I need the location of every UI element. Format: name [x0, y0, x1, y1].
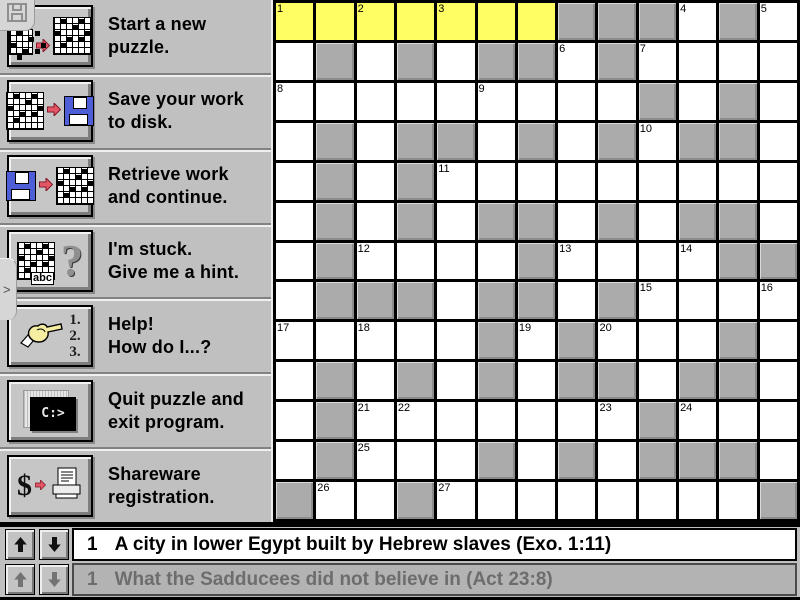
- grid-cell[interactable]: [478, 402, 515, 439]
- retrieve-button[interactable]: [7, 155, 93, 217]
- grid-cell[interactable]: [357, 243, 394, 280]
- grid-cell[interactable]: [437, 243, 474, 280]
- block-cell: [478, 442, 515, 479]
- block-cell: [639, 402, 676, 439]
- cell-number: 2: [357, 3, 364, 15]
- red-arrow-icon: [47, 103, 61, 119]
- across-clue-number: 1: [87, 533, 98, 555]
- block-cell: [397, 203, 434, 240]
- cell-number: 7: [639, 42, 646, 55]
- block-cell: [598, 282, 635, 319]
- across-clue-row: [0, 528, 800, 561]
- grid-cell[interactable]: [316, 322, 353, 359]
- block-cell: [518, 282, 555, 319]
- item-label-line2: puzzle.: [108, 37, 170, 58]
- block-cell: [679, 442, 716, 479]
- grid-cell[interactable]: [719, 402, 756, 439]
- block-cell: [598, 123, 635, 160]
- block-cell: [679, 203, 716, 240]
- block-cell: [639, 83, 676, 120]
- across-clue-field: [72, 528, 797, 561]
- grid-cell[interactable]: [598, 83, 635, 120]
- grid-cell[interactable]: [719, 282, 756, 319]
- block-cell: [679, 123, 716, 160]
- abc-label: abc: [33, 272, 52, 284]
- help-button[interactable]: [7, 305, 93, 367]
- cell-number: 16: [760, 282, 773, 295]
- floppy-disk-icon: [64, 96, 94, 126]
- cell-number: 23: [599, 402, 612, 415]
- hint-icon: [17, 236, 83, 285]
- block-cell: [316, 203, 353, 240]
- down-next-button[interactable]: [39, 564, 69, 595]
- sidebar: [0, 0, 273, 522]
- grid-cell[interactable]: [357, 123, 394, 160]
- grid-cell[interactable]: [558, 243, 595, 280]
- grid-cell[interactable]: [397, 322, 434, 359]
- item-label-line1: Help!: [108, 313, 154, 334]
- cell-number: 6: [559, 42, 566, 55]
- grid-cell[interactable]: [437, 3, 474, 40]
- grid-cell[interactable]: [276, 282, 313, 319]
- grid-cell[interactable]: [760, 43, 797, 80]
- red-arrow-icon: [39, 178, 53, 194]
- cell-number: 3: [438, 3, 445, 15]
- grid-cell[interactable]: [558, 123, 595, 160]
- grid-cell[interactable]: [679, 282, 716, 319]
- grid-cell[interactable]: [598, 402, 635, 439]
- down-clue-field: [72, 563, 797, 596]
- grid-cell[interactable]: [316, 83, 353, 120]
- grid-cell[interactable]: [598, 482, 635, 519]
- grid-cell[interactable]: [760, 282, 797, 319]
- dos-prompt-icon: [21, 388, 79, 434]
- block-cell: [558, 442, 595, 479]
- cell-number: 4: [680, 3, 687, 15]
- cell-number: 27: [438, 482, 451, 495]
- sidebar-item-hint: [0, 223, 271, 298]
- grid-cell[interactable]: [598, 163, 635, 200]
- grid-cell[interactable]: [276, 362, 313, 399]
- sidebar-item-save: [0, 73, 271, 148]
- grid-cell[interactable]: [598, 442, 635, 479]
- block-cell: [397, 123, 434, 160]
- grid-cell[interactable]: [276, 243, 313, 280]
- block-cell: [276, 482, 313, 519]
- grid-cell[interactable]: [518, 3, 555, 40]
- grid-cell[interactable]: [598, 243, 635, 280]
- across-clue-text: A city in lower Egypt built by Hebrew slaves (Exo. 1:11): [114, 533, 612, 555]
- cell-number: 1: [277, 3, 284, 15]
- grid-cell[interactable]: [679, 402, 716, 439]
- printer-icon: [49, 467, 83, 504]
- block-cell: [397, 362, 434, 399]
- grid-cell[interactable]: [437, 362, 474, 399]
- block-cell: [679, 362, 716, 399]
- red-arrow-icon: [36, 39, 50, 55]
- cell-number: 12: [357, 242, 370, 255]
- grid-cell[interactable]: [437, 442, 474, 479]
- grid-cell[interactable]: [760, 442, 797, 479]
- grid-cell[interactable]: [639, 243, 676, 280]
- block-cell: [719, 83, 756, 120]
- grid-cell[interactable]: [316, 3, 353, 40]
- down-prev-button[interactable]: [5, 564, 35, 595]
- grid-cell[interactable]: [639, 123, 676, 160]
- block-cell: [558, 362, 595, 399]
- floppy-disk-icon: [6, 171, 36, 201]
- grid-cell[interactable]: [276, 442, 313, 479]
- cell-number: 17: [277, 322, 290, 335]
- block-cell: [478, 282, 515, 319]
- crossword-grid: [273, 0, 800, 522]
- item-label-line1: Save your work: [108, 89, 244, 110]
- grid-cell[interactable]: [639, 43, 676, 80]
- grid-cell[interactable]: [760, 203, 797, 240]
- block-cell: [719, 203, 756, 240]
- grid-cell[interactable]: [276, 43, 313, 80]
- grid-cell[interactable]: [478, 3, 515, 40]
- up-arrow-icon: [14, 537, 27, 552]
- grid-cell[interactable]: [558, 402, 595, 439]
- grid-cell[interactable]: [518, 322, 555, 359]
- cell-number: 9: [478, 82, 485, 95]
- block-cell: [316, 402, 353, 439]
- grid-cell[interactable]: [276, 402, 313, 439]
- block-cell: [639, 442, 676, 479]
- item-label-line2: How do I...?: [108, 336, 212, 357]
- block-cell: [558, 322, 595, 359]
- question-mark-icon: ?: [61, 236, 83, 285]
- block-cell: [437, 123, 474, 160]
- grid-cell[interactable]: [719, 482, 756, 519]
- block-cell: [478, 322, 515, 359]
- cell-number: 11: [438, 162, 450, 175]
- item-label-line1: Quit puzzle and: [108, 388, 244, 409]
- help-icon: [19, 312, 80, 360]
- cell-number: 15: [639, 282, 653, 295]
- cell-number: 14: [680, 242, 693, 255]
- cell-number: 18: [357, 322, 370, 335]
- block-cell: [316, 442, 353, 479]
- grid-cell[interactable]: [437, 282, 474, 319]
- hint-button[interactable]: [7, 230, 93, 292]
- grid-cell[interactable]: [679, 163, 716, 200]
- across-next-button[interactable]: [39, 529, 69, 560]
- grid-cell[interactable]: [760, 3, 797, 40]
- block-cell: [316, 123, 353, 160]
- sidebar-item-help: [0, 297, 271, 372]
- grid-cell[interactable]: [437, 402, 474, 439]
- item-label-line2: Give me a hint.: [108, 262, 240, 282]
- grid-cell[interactable]: [558, 43, 595, 80]
- block-cell: [639, 3, 676, 40]
- cell-number: 10: [639, 122, 653, 135]
- block-cell: [518, 203, 555, 240]
- grid-cell[interactable]: [679, 3, 716, 40]
- block-cell: [719, 123, 756, 160]
- item-label-line1: Shareware: [108, 463, 201, 484]
- block-cell: [719, 243, 756, 280]
- dollar-sign-icon: $: [17, 468, 32, 502]
- grid-cell[interactable]: [357, 3, 394, 40]
- side-panel-tab[interactable]: [0, 258, 17, 320]
- item-label-line1: Start a new: [108, 14, 207, 35]
- grid-cell[interactable]: [760, 163, 797, 200]
- grid-cell[interactable]: [437, 203, 474, 240]
- down-arrow-icon: [48, 572, 61, 587]
- item-label-line1: Retrieve work: [108, 164, 229, 185]
- clue-panel: [0, 522, 800, 600]
- grid-cell[interactable]: [478, 123, 515, 160]
- block-cell: [478, 203, 515, 240]
- grid-cell[interactable]: [276, 3, 313, 40]
- grid-cell[interactable]: [639, 163, 676, 200]
- grid-cell[interactable]: [639, 203, 676, 240]
- retrieve-icon: [6, 167, 94, 205]
- grid-cell[interactable]: [357, 203, 394, 240]
- sidebar-item-shareware: [0, 447, 271, 522]
- block-cell: [598, 3, 635, 40]
- grid-cell[interactable]: [478, 243, 515, 280]
- grid-cell[interactable]: [518, 482, 555, 519]
- grid-cell[interactable]: [437, 322, 474, 359]
- grid-cell[interactable]: [397, 442, 434, 479]
- block-cell: [719, 442, 756, 479]
- grid-cell[interactable]: [357, 402, 394, 439]
- grid-cell[interactable]: [558, 203, 595, 240]
- floppy-outline-icon: [7, 3, 27, 27]
- block-cell: [316, 282, 353, 319]
- item-label-line2: and continue.: [108, 187, 228, 208]
- cell-number: 26: [317, 482, 330, 495]
- grid-cell[interactable]: [478, 83, 515, 120]
- grid-cell[interactable]: [478, 482, 515, 519]
- grid-cell[interactable]: [558, 163, 595, 200]
- grid-cell[interactable]: [679, 83, 716, 120]
- grid-cell[interactable]: [276, 203, 313, 240]
- block-cell: [518, 123, 555, 160]
- save-icon: [6, 92, 94, 130]
- grid-cell[interactable]: [357, 362, 394, 399]
- down-clue-number: 1: [87, 568, 98, 590]
- grid-cell[interactable]: [679, 322, 716, 359]
- cell-number: 21: [357, 402, 370, 415]
- grid-cell[interactable]: [316, 482, 353, 519]
- cell-number: 25: [357, 442, 370, 455]
- block-cell: [760, 482, 797, 519]
- numbered-list-icon: 1. 2. 3.: [69, 311, 81, 360]
- grid-cell[interactable]: [518, 83, 555, 120]
- pointing-hand-icon: [19, 318, 63, 353]
- grid-cell[interactable]: [437, 83, 474, 120]
- grid-cell[interactable]: [558, 83, 595, 120]
- grid-cell[interactable]: [437, 163, 474, 200]
- grid-cell[interactable]: [276, 163, 313, 200]
- grid-cell[interactable]: [397, 243, 434, 280]
- dos-prompt-text: C:>: [30, 397, 76, 431]
- block-cell: [357, 282, 394, 319]
- block-cell: [760, 243, 797, 280]
- grid-cell[interactable]: [598, 322, 635, 359]
- grid-cell[interactable]: [558, 282, 595, 319]
- cell-number: 13: [559, 242, 572, 255]
- grid-cell[interactable]: [679, 43, 716, 80]
- grid-cell[interactable]: [437, 482, 474, 519]
- block-cell: [316, 243, 353, 280]
- grid-cell[interactable]: [357, 482, 394, 519]
- item-label-line2: to disk.: [108, 112, 173, 133]
- block-cell: [598, 362, 635, 399]
- item-label-line2: exit program.: [108, 411, 225, 432]
- block-cell: [558, 3, 595, 40]
- block-cell: [316, 43, 353, 80]
- grid-cell[interactable]: [357, 43, 394, 80]
- block-cell: [316, 163, 353, 200]
- cell-number: 19: [518, 322, 532, 335]
- cell-number: 22: [397, 402, 411, 415]
- save-button[interactable]: [7, 80, 93, 142]
- block-cell: [518, 43, 555, 80]
- cell-number: 5: [760, 3, 767, 15]
- block-cell: [478, 43, 515, 80]
- block-cell: [478, 362, 515, 399]
- sidebar-item-quit: [0, 372, 271, 447]
- grid-cell[interactable]: [276, 83, 313, 120]
- cell-number: 20: [599, 322, 612, 335]
- grid-cell[interactable]: [276, 123, 313, 160]
- block-cell: [397, 163, 434, 200]
- grid-cell[interactable]: [639, 482, 676, 519]
- sidebar-item-retrieve: [0, 148, 271, 223]
- block-cell: [598, 203, 635, 240]
- down-arrow-icon: [48, 537, 61, 552]
- corner-save-tab[interactable]: [0, 0, 35, 31]
- grid-cell[interactable]: [760, 123, 797, 160]
- grid-cell[interactable]: [518, 362, 555, 399]
- red-arrow-icon: [35, 478, 46, 493]
- grid-cell[interactable]: [357, 83, 394, 120]
- cell-number: 8: [277, 82, 284, 95]
- grid-cell[interactable]: [760, 362, 797, 399]
- grid-cell[interactable]: [357, 322, 394, 359]
- grid-cell[interactable]: [760, 322, 797, 359]
- sidebar-item-start-new: [0, 0, 271, 73]
- block-cell: [719, 322, 756, 359]
- quit-button[interactable]: [7, 380, 93, 442]
- shareware-icon: [17, 467, 83, 504]
- across-prev-button[interactable]: [5, 529, 35, 560]
- block-cell: [397, 482, 434, 519]
- grid-cell[interactable]: [639, 282, 676, 319]
- grid-cell[interactable]: [478, 163, 515, 200]
- block-cell: [316, 362, 353, 399]
- chevron-right-icon: >: [3, 282, 11, 297]
- block-cell: [397, 43, 434, 80]
- grid-cell[interactable]: [437, 43, 474, 80]
- block-cell: [719, 362, 756, 399]
- grid-cell[interactable]: [397, 83, 434, 120]
- grid-cell[interactable]: [357, 163, 394, 200]
- block-cell: [598, 43, 635, 80]
- up-arrow-icon: [14, 572, 27, 587]
- block-cell: [719, 3, 756, 40]
- grid-cell[interactable]: [397, 402, 434, 439]
- grid-cell[interactable]: [639, 362, 676, 399]
- grid-cell[interactable]: [719, 43, 756, 80]
- grid-cell[interactable]: [639, 322, 676, 359]
- grid-cell[interactable]: [719, 163, 756, 200]
- grid-cell[interactable]: [679, 243, 716, 280]
- grid-cell[interactable]: [679, 482, 716, 519]
- grid-cell[interactable]: [357, 442, 394, 479]
- down-clue-row: [0, 563, 800, 596]
- grid-cell[interactable]: [760, 83, 797, 120]
- block-cell: [518, 243, 555, 280]
- item-label-line1: I'm stuck.: [108, 239, 193, 259]
- grid-cell[interactable]: [397, 3, 434, 40]
- down-clue-text: What the Sadducees did not believe in (Act 23:8): [114, 568, 553, 590]
- grid-cell[interactable]: [518, 442, 555, 479]
- shareware-button[interactable]: [7, 455, 93, 517]
- cell-number: 24: [680, 402, 693, 415]
- grid-cell[interactable]: [760, 402, 797, 439]
- item-label-line2: registration.: [108, 486, 215, 507]
- grid-cell[interactable]: [276, 322, 313, 359]
- grid-cell[interactable]: [558, 482, 595, 519]
- grid-cell[interactable]: [518, 163, 555, 200]
- grid-cell[interactable]: [518, 402, 555, 439]
- block-cell: [397, 282, 434, 319]
